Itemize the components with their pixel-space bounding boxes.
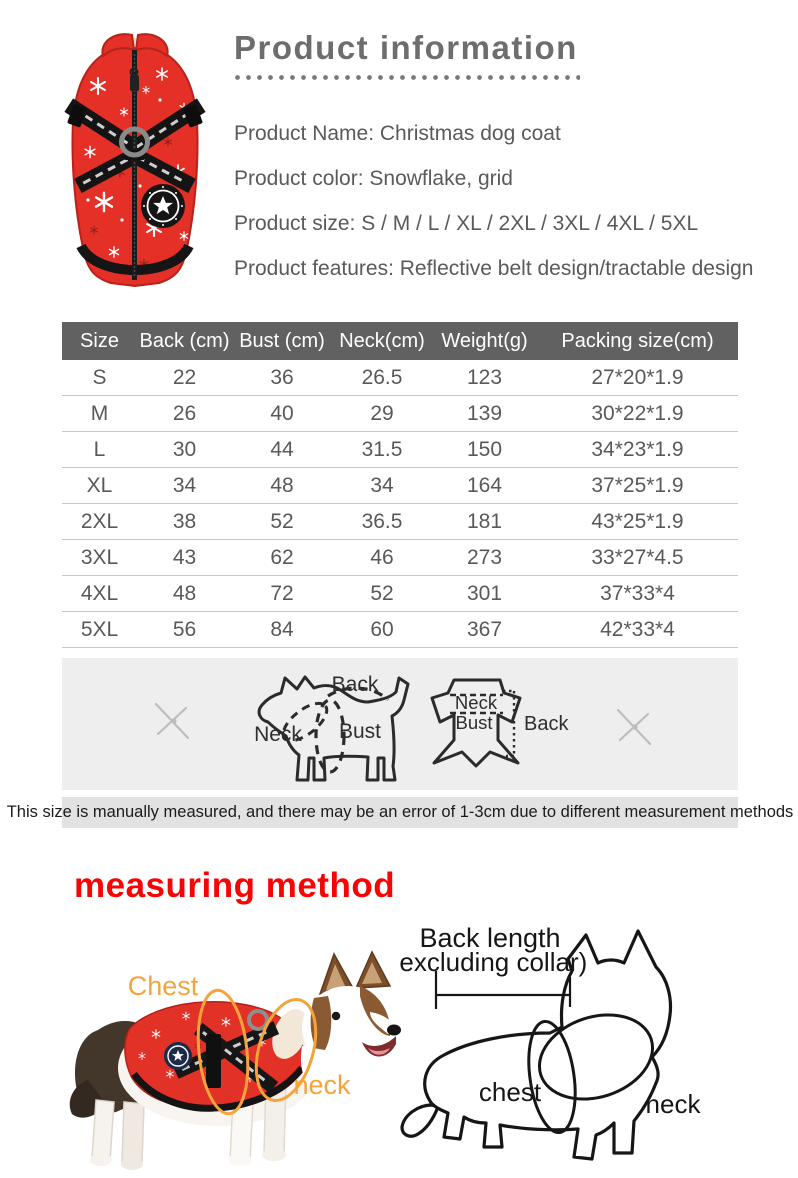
back-length-label-line2: (excluding collar) xyxy=(400,947,588,977)
table-cell: 2XL xyxy=(80,509,119,533)
table-cell: 56 xyxy=(172,617,197,641)
table-cell: 123 xyxy=(466,365,503,389)
table-cell: 37*25*1.9 xyxy=(591,473,684,497)
coat-outline-diagram xyxy=(432,680,569,766)
table-row xyxy=(62,432,738,468)
column-header: Neck(cm) xyxy=(339,329,425,352)
table-cell: 72 xyxy=(270,581,294,605)
table-cell: 33*27*4.5 xyxy=(591,545,684,569)
table-cell: 273 xyxy=(466,545,503,569)
measurement-note: This size is manually measured, and there may be an error of 1-3cm due to different measurement methods xyxy=(62,797,738,828)
corgi-photo-illustration xyxy=(58,950,403,1175)
table-cell: 43 xyxy=(172,545,197,569)
column-header: Back (cm) xyxy=(139,329,230,352)
table-cell: 38 xyxy=(172,509,197,533)
table-header xyxy=(62,322,738,360)
table-cell: 36.5 xyxy=(361,509,403,533)
table-cell: 30*22*1.9 xyxy=(591,401,684,425)
table-cell: 52 xyxy=(370,581,394,605)
dog-bust-label: Bust xyxy=(338,720,382,743)
column-header: Weight(g) xyxy=(441,329,528,352)
column-header: Size xyxy=(80,329,119,352)
table-cell: 27*20*1.9 xyxy=(591,365,684,389)
table-row xyxy=(62,360,738,396)
coat-back-label: Back xyxy=(524,713,569,735)
table-cell: 62 xyxy=(270,545,294,569)
table-cell: 46 xyxy=(370,545,394,569)
product-features-line: Product features: Reflective belt design/tractable design xyxy=(234,257,754,280)
table-cell: 34 xyxy=(172,473,197,497)
measurement-diagram xyxy=(62,658,738,790)
table-cell: 34 xyxy=(370,473,394,497)
table-cell: 22 xyxy=(172,365,197,389)
table-cell: 44 xyxy=(270,437,294,461)
decorative-cut-mark-right-icon xyxy=(618,710,650,744)
table-cell: 164 xyxy=(466,473,503,497)
table-cell: 34*23*1.9 xyxy=(591,437,684,461)
product-size-line: Product size: S / M / L / XL / 2XL / 3XL / 4XL / 5XL xyxy=(234,212,699,235)
table-row xyxy=(62,612,738,648)
table-cell: M xyxy=(90,401,109,425)
table-cell: S xyxy=(92,365,107,389)
measuring-method-heading: measuring method xyxy=(74,866,396,905)
table-cell: 367 xyxy=(466,617,503,641)
table-cell: 30 xyxy=(172,437,197,461)
drawing-neck-label: neck xyxy=(645,1089,701,1119)
table-cell: 31.5 xyxy=(361,437,403,461)
dog-outline-diagram xyxy=(254,673,408,780)
photo-chest-label: Chest xyxy=(127,971,199,1001)
decorative-cut-mark-left-icon xyxy=(156,704,188,738)
table-cell: 40 xyxy=(270,401,294,425)
table-cell: 60 xyxy=(370,617,394,641)
size-table xyxy=(62,322,738,648)
column-header: Packing size(cm) xyxy=(561,329,714,352)
table-cell: L xyxy=(93,437,106,461)
dog-back-label: Back xyxy=(331,673,379,696)
measuring-drawing xyxy=(400,915,798,1178)
title-dotted-underline xyxy=(232,74,580,81)
table-cell: 84 xyxy=(270,617,294,641)
table-cell: 26.5 xyxy=(361,365,403,389)
table-cell: 3XL xyxy=(80,545,119,569)
measuring-photo xyxy=(58,950,403,1175)
table-row xyxy=(62,504,738,540)
photo-neck-label: neck xyxy=(293,1070,351,1100)
corgi-line-drawing xyxy=(400,915,798,1178)
column-header: Bust (cm) xyxy=(239,329,325,352)
table-cell: 43*25*1.9 xyxy=(591,509,684,533)
table-cell: 301 xyxy=(466,581,503,605)
table-cell: 181 xyxy=(466,509,503,533)
table-row xyxy=(62,468,738,504)
table-cell: 52 xyxy=(270,509,294,533)
table-cell: 36 xyxy=(270,365,294,389)
table-cell: 42*33*4 xyxy=(600,617,675,641)
table-cell: 48 xyxy=(270,473,294,497)
measurement-diagram-panel xyxy=(62,658,738,790)
table-cell: 150 xyxy=(466,437,503,461)
product-info-section xyxy=(232,30,780,310)
table-cell: 26 xyxy=(172,401,197,425)
table-cell: XL xyxy=(86,473,113,497)
coat-neck-label: Neck xyxy=(454,692,498,713)
product-color-line: Product color: Snowflake, grid xyxy=(234,167,513,190)
table-cell: 48 xyxy=(172,581,197,605)
product-image xyxy=(36,24,234,308)
coat-bust-label: Bust xyxy=(455,712,493,733)
back-length-label-line1: Back length xyxy=(419,923,561,953)
page-title: Product information xyxy=(234,29,578,66)
table-row xyxy=(62,540,738,576)
table-row xyxy=(62,396,738,432)
product-name-line: Product Name: Christmas dog coat xyxy=(234,122,561,145)
dog-neck-label: Neck xyxy=(254,723,302,746)
table-cell: 37*33*4 xyxy=(600,581,675,605)
star-badge-icon xyxy=(141,184,185,228)
table-cell: 29 xyxy=(370,401,394,425)
table-cell: 5XL xyxy=(80,617,119,641)
table-cell: 4XL xyxy=(80,581,119,605)
table-cell: 139 xyxy=(466,401,503,425)
dog-coat-illustration xyxy=(36,24,234,308)
table-row xyxy=(62,576,738,612)
drawing-chest-label: chest xyxy=(478,1077,542,1107)
table-body xyxy=(62,360,738,648)
